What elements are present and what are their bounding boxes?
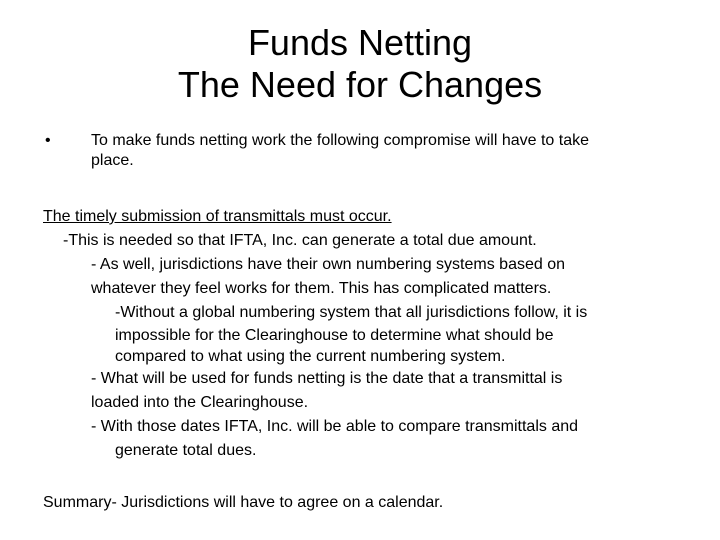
title-line-1: Funds Netting [247, 22, 473, 63]
body-line: -This is needed so that IFTA, Inc. can generate a total due amount. [63, 232, 537, 249]
body-line: loaded into the Clearinghouse. [91, 394, 309, 411]
bullet-line-2: place. [91, 152, 134, 169]
body-line: whatever they feel works for them. This has complicated matters. [91, 280, 552, 297]
body-line: - With those dates IFTA, Inc. will be able to compare transmittals and [91, 418, 579, 435]
body-line: -Without a global numbering system that all jurisdictions follow, it is [115, 304, 588, 321]
slide-title [0, 22, 720, 106]
section-heading: The timely submission of transmittals must occur. [43, 208, 392, 225]
summary-text: Summary- Jurisdictions will have to agree on a calendar. [43, 494, 444, 511]
body-text [43, 205, 683, 463]
bullet-line-1: To make funds netting work the following compromise will have to take [91, 132, 590, 149]
body-line: - What will be used for funds netting is the date that a transmittal is [91, 370, 563, 387]
body-line: compared to what using the current numbering system. [115, 348, 506, 365]
body-line: - As well, jurisdictions have their own numbering systems based on [91, 256, 565, 273]
body-line: impossible for the Clearinghouse to determine what should be [115, 327, 554, 344]
bullet-text [91, 131, 681, 171]
bullet-icon: • [45, 132, 51, 149]
title-line-2: The Need for Changes [177, 64, 543, 105]
body-line: generate total dues. [115, 442, 257, 459]
